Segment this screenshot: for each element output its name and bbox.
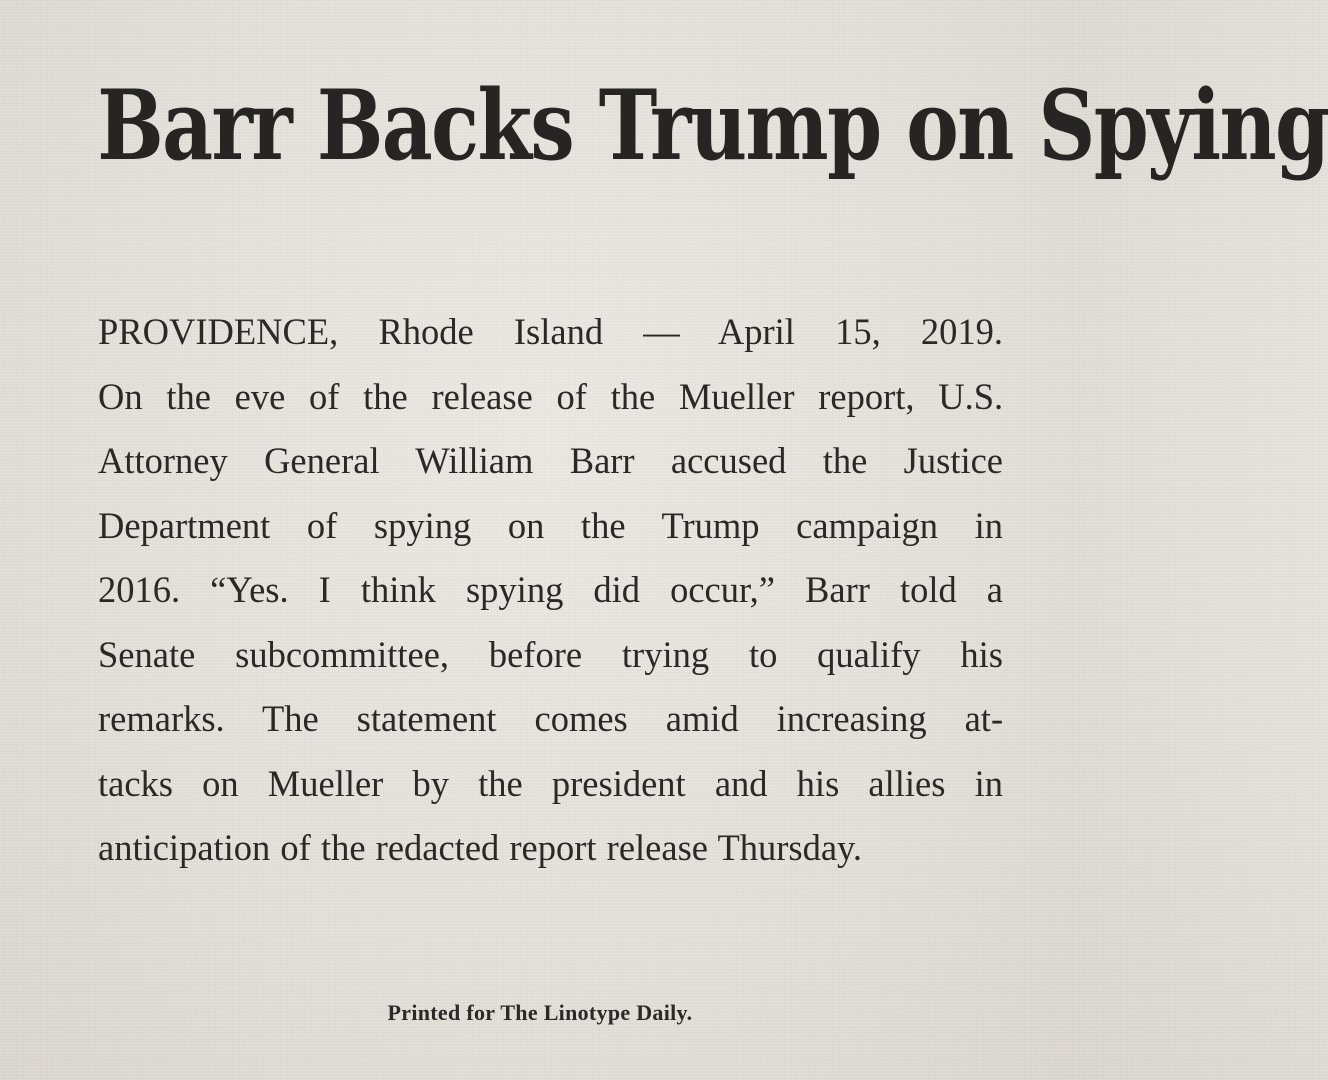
headline: Barr Backs Trump on Spying bbox=[97, 69, 1328, 182]
article-body bbox=[98, 300, 1003, 881]
article-line: Senate subcommittee, before trying to qualify his bbox=[98, 633, 1003, 675]
article-line: tacks on Mueller by the president and his allies in bbox=[98, 762, 1003, 804]
article-line: 2016. “Yes. I think spying did occur,” Barr told a bbox=[98, 569, 1003, 610]
article-line: remarks. The statement comes amid increasing at- bbox=[98, 698, 1004, 739]
article-line: PROVIDENCE, Rhode Island — April 15, 2019. bbox=[98, 311, 1003, 352]
imprint-credit: Printed for The Linotype Daily. bbox=[387, 1000, 693, 1025]
article-line: On the eve of the release of the Mueller report, U.S. bbox=[98, 375, 1004, 417]
article-line: Department of spying on the Trump campaign in bbox=[98, 504, 1003, 546]
article-line: Attorney General William Barr accused the Justice bbox=[98, 440, 1003, 481]
article-line: anticipation of the redacted report release Thursday. bbox=[98, 827, 863, 868]
